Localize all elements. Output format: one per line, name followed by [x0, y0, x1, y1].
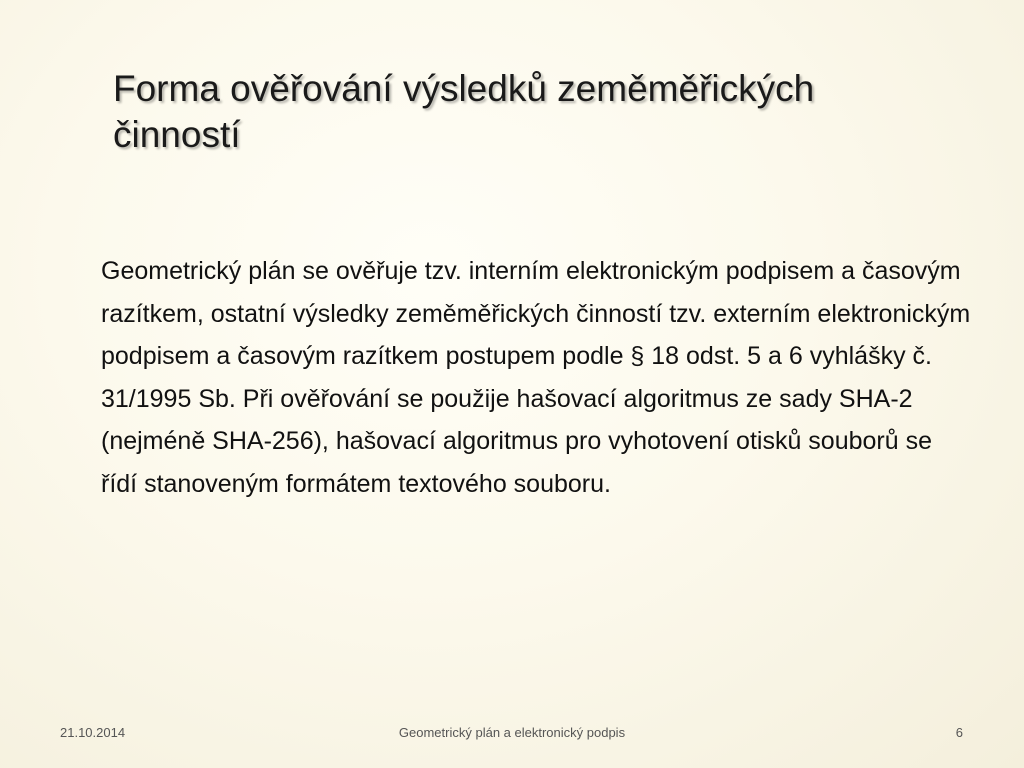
footer-title: Geometrický plán a elektronický podpis [398, 725, 626, 740]
footer-page-number: 6 [955, 725, 963, 740]
slide-body-text: Geometrický plán se ověřuje tzv. interním elektronickým podpisem a časovým razítkem, ostatní výsledky zeměměřických činností tzv. externím elektronickým podpisem a časovým razítkem postupem podle § 18 odst. 5 a 6 vyhlášky č. 31/1995 Sb. Při ověřování se použije hašovací algoritmus ze sady SHA-2 (nejméně SHA-256), hašovací algoritmus pro vyhotovení otisků souborů se řídí stanoveným formátem textového souboru. [101, 257, 971, 498]
footer-date: 21.10.2014 [60, 725, 126, 740]
slide-title: Forma ověřování výsledků zeměměřických činností [113, 68, 815, 155]
